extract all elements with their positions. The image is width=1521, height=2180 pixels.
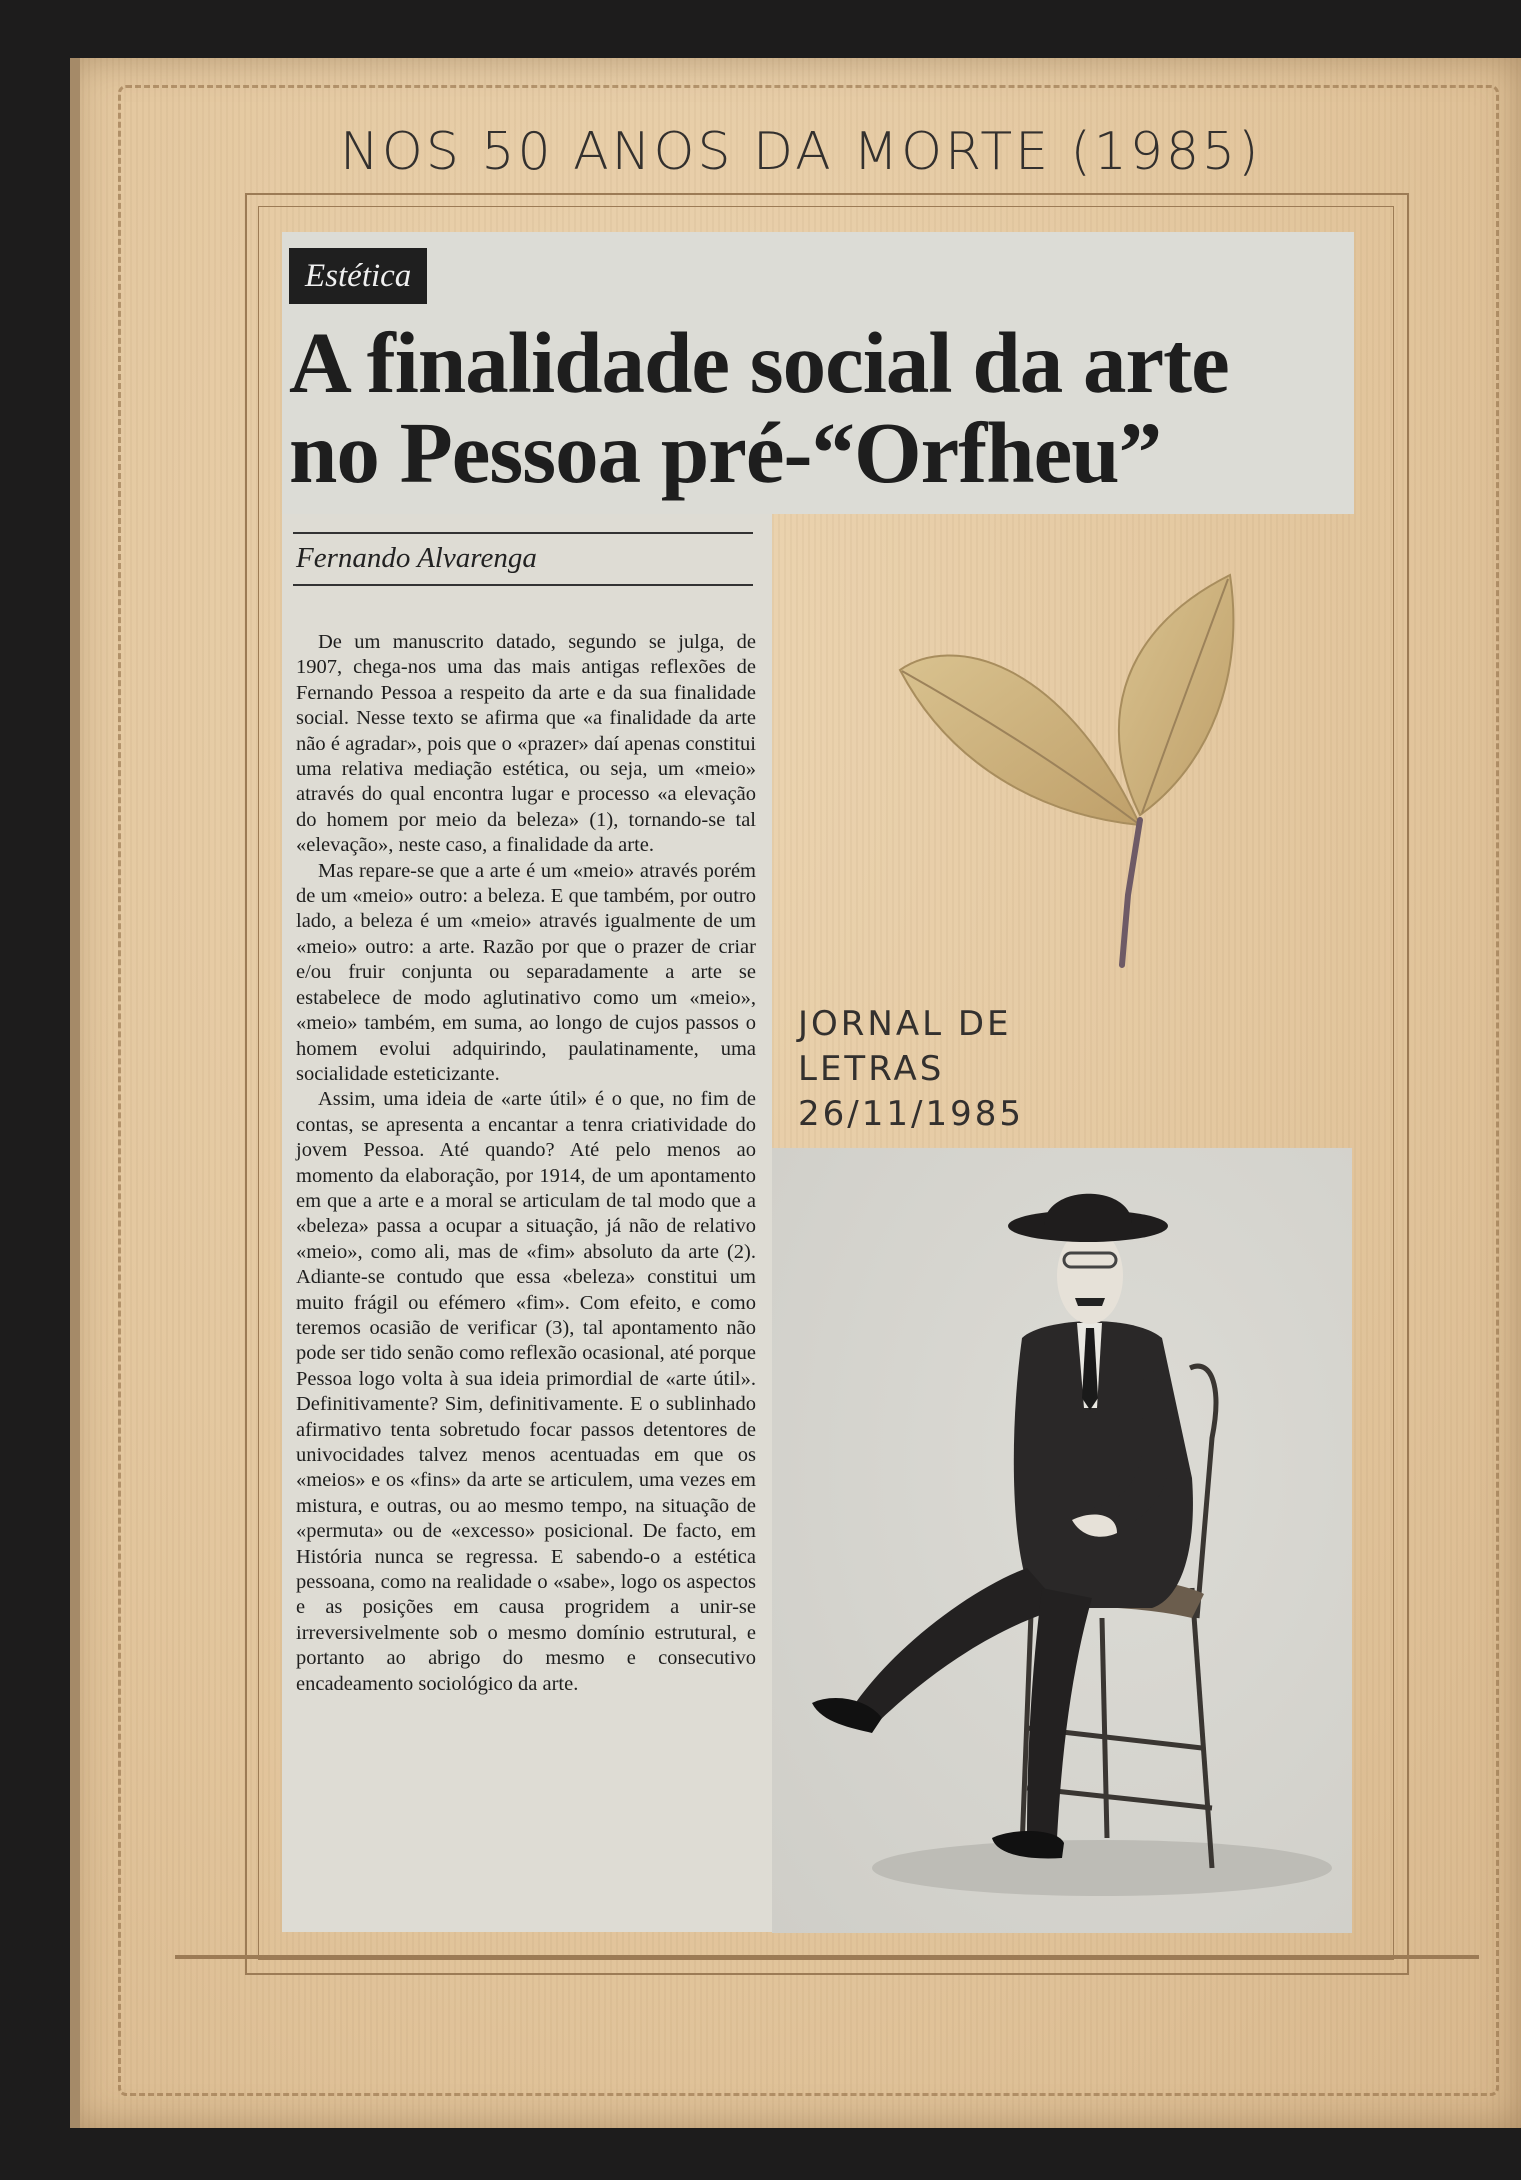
byline-rule-bottom: [293, 584, 753, 586]
seated-man-figure: [772, 1148, 1352, 1933]
article-body: [296, 630, 756, 1697]
headline: [289, 314, 1349, 501]
author-byline: Fernando Alvarenga: [296, 542, 537, 574]
board-spine: [70, 58, 80, 2128]
headline-line-2: no Pessoa pré-“Orfheu”: [289, 404, 1162, 501]
handwritten-source-note: [798, 1002, 1024, 1137]
article-paragraph: De um manuscrito datado, segundo se julga, de 1907, chega-nos uma das mais antigas reflexões de Fernando Pessoa a respeito da arte e da sua finalidade social. Nesse texto se afirma que «a finalidade da arte não é agradar», pois que o «prazer» daí apenas constitui uma relativa mediação estética, ou seja, um «meio» através do qual encontra lugar e processo «a elevação do homem por meio da beleza» (1), tornando-se tal «elevação», neste caso, a finalidade da arte.: [296, 631, 756, 857]
source-note-line: JORNAL DE: [798, 1004, 1012, 1044]
headline-line-1: A finalidade social da arte: [289, 314, 1229, 411]
source-note-line: 26/11/1985: [798, 1094, 1024, 1134]
leaf-icon: [890, 565, 1250, 975]
section-tag: Estética: [289, 248, 427, 304]
portrait-illustration: [772, 1148, 1352, 1933]
article-paragraph: Mas repare-se que a arte é um «meio» através porém de um «meio» outro: a beleza. E que também, por outro lado, a beleza é um «meio» através igualmente de um «meio» outro: a arte. Razão por que o prazer de criar e/ou fruir conjunta ou separadamente a arte se estabelece de modo aglutinativo como um «meio», «meio» também, em suma, ao longo de cujos passos o homem evolui adquirindo, paulatinamente, uma socialidade esteticizante.: [296, 859, 756, 1085]
pressed-leaf-image: [890, 565, 1250, 975]
bottom-frame-line: [175, 1955, 1479, 1959]
handwritten-title-note: NOS 50 ANOS DA MORTE (1985): [340, 122, 1262, 182]
source-note-line: LETRAS: [798, 1049, 945, 1089]
byline-rule-top: [293, 532, 753, 534]
article-paragraph: Assim, uma ideia de «arte útil» é o que, no fim de contas, se apresenta a encantar a tenra criatividade do jovem Pessoa. Até quando? Até pelo menos ao momento da elaboração, por 1914, de um apontamento em que a arte e a moral se articulam de tal modo que a «beleza» passa a ocupar a situação, já não de relativo «meio», como ali, mas de «fim» absoluto da arte (2). Adiante-se contudo que essa «beleza» constitui um muito frágil ou efémero «fim». Com efeito, e como teremos ocasião de verificar (3), tal apontamento não pode ser tido senão como reflexão ocasional, até porque Pessoa logo volta à sua ideia primordial de «arte útil». Definitivamente? Sim, definitivamente. E o sublinhado afirmativo tenta sobretudo focar passos detentores de univocidades talvez menos acentuadas em que os «meios» e os «fins» da arte se articulem, uma vezes em mistura, e outras, ou ao mesmo tempo, na situação de «permuta» ou de «excesso» posicional. De facto, em História nunca se regressa. E sabendo-o a estética pessoana, como na realidade o «sabe», logo os aspectos e as posições em causa progridem a unir-se irreversivelmente sob o mesmo domínio estrutural, e portanto ao abrigo do mesmo e consecutivo encadeamento sociológico da arte.: [296, 1088, 756, 1695]
